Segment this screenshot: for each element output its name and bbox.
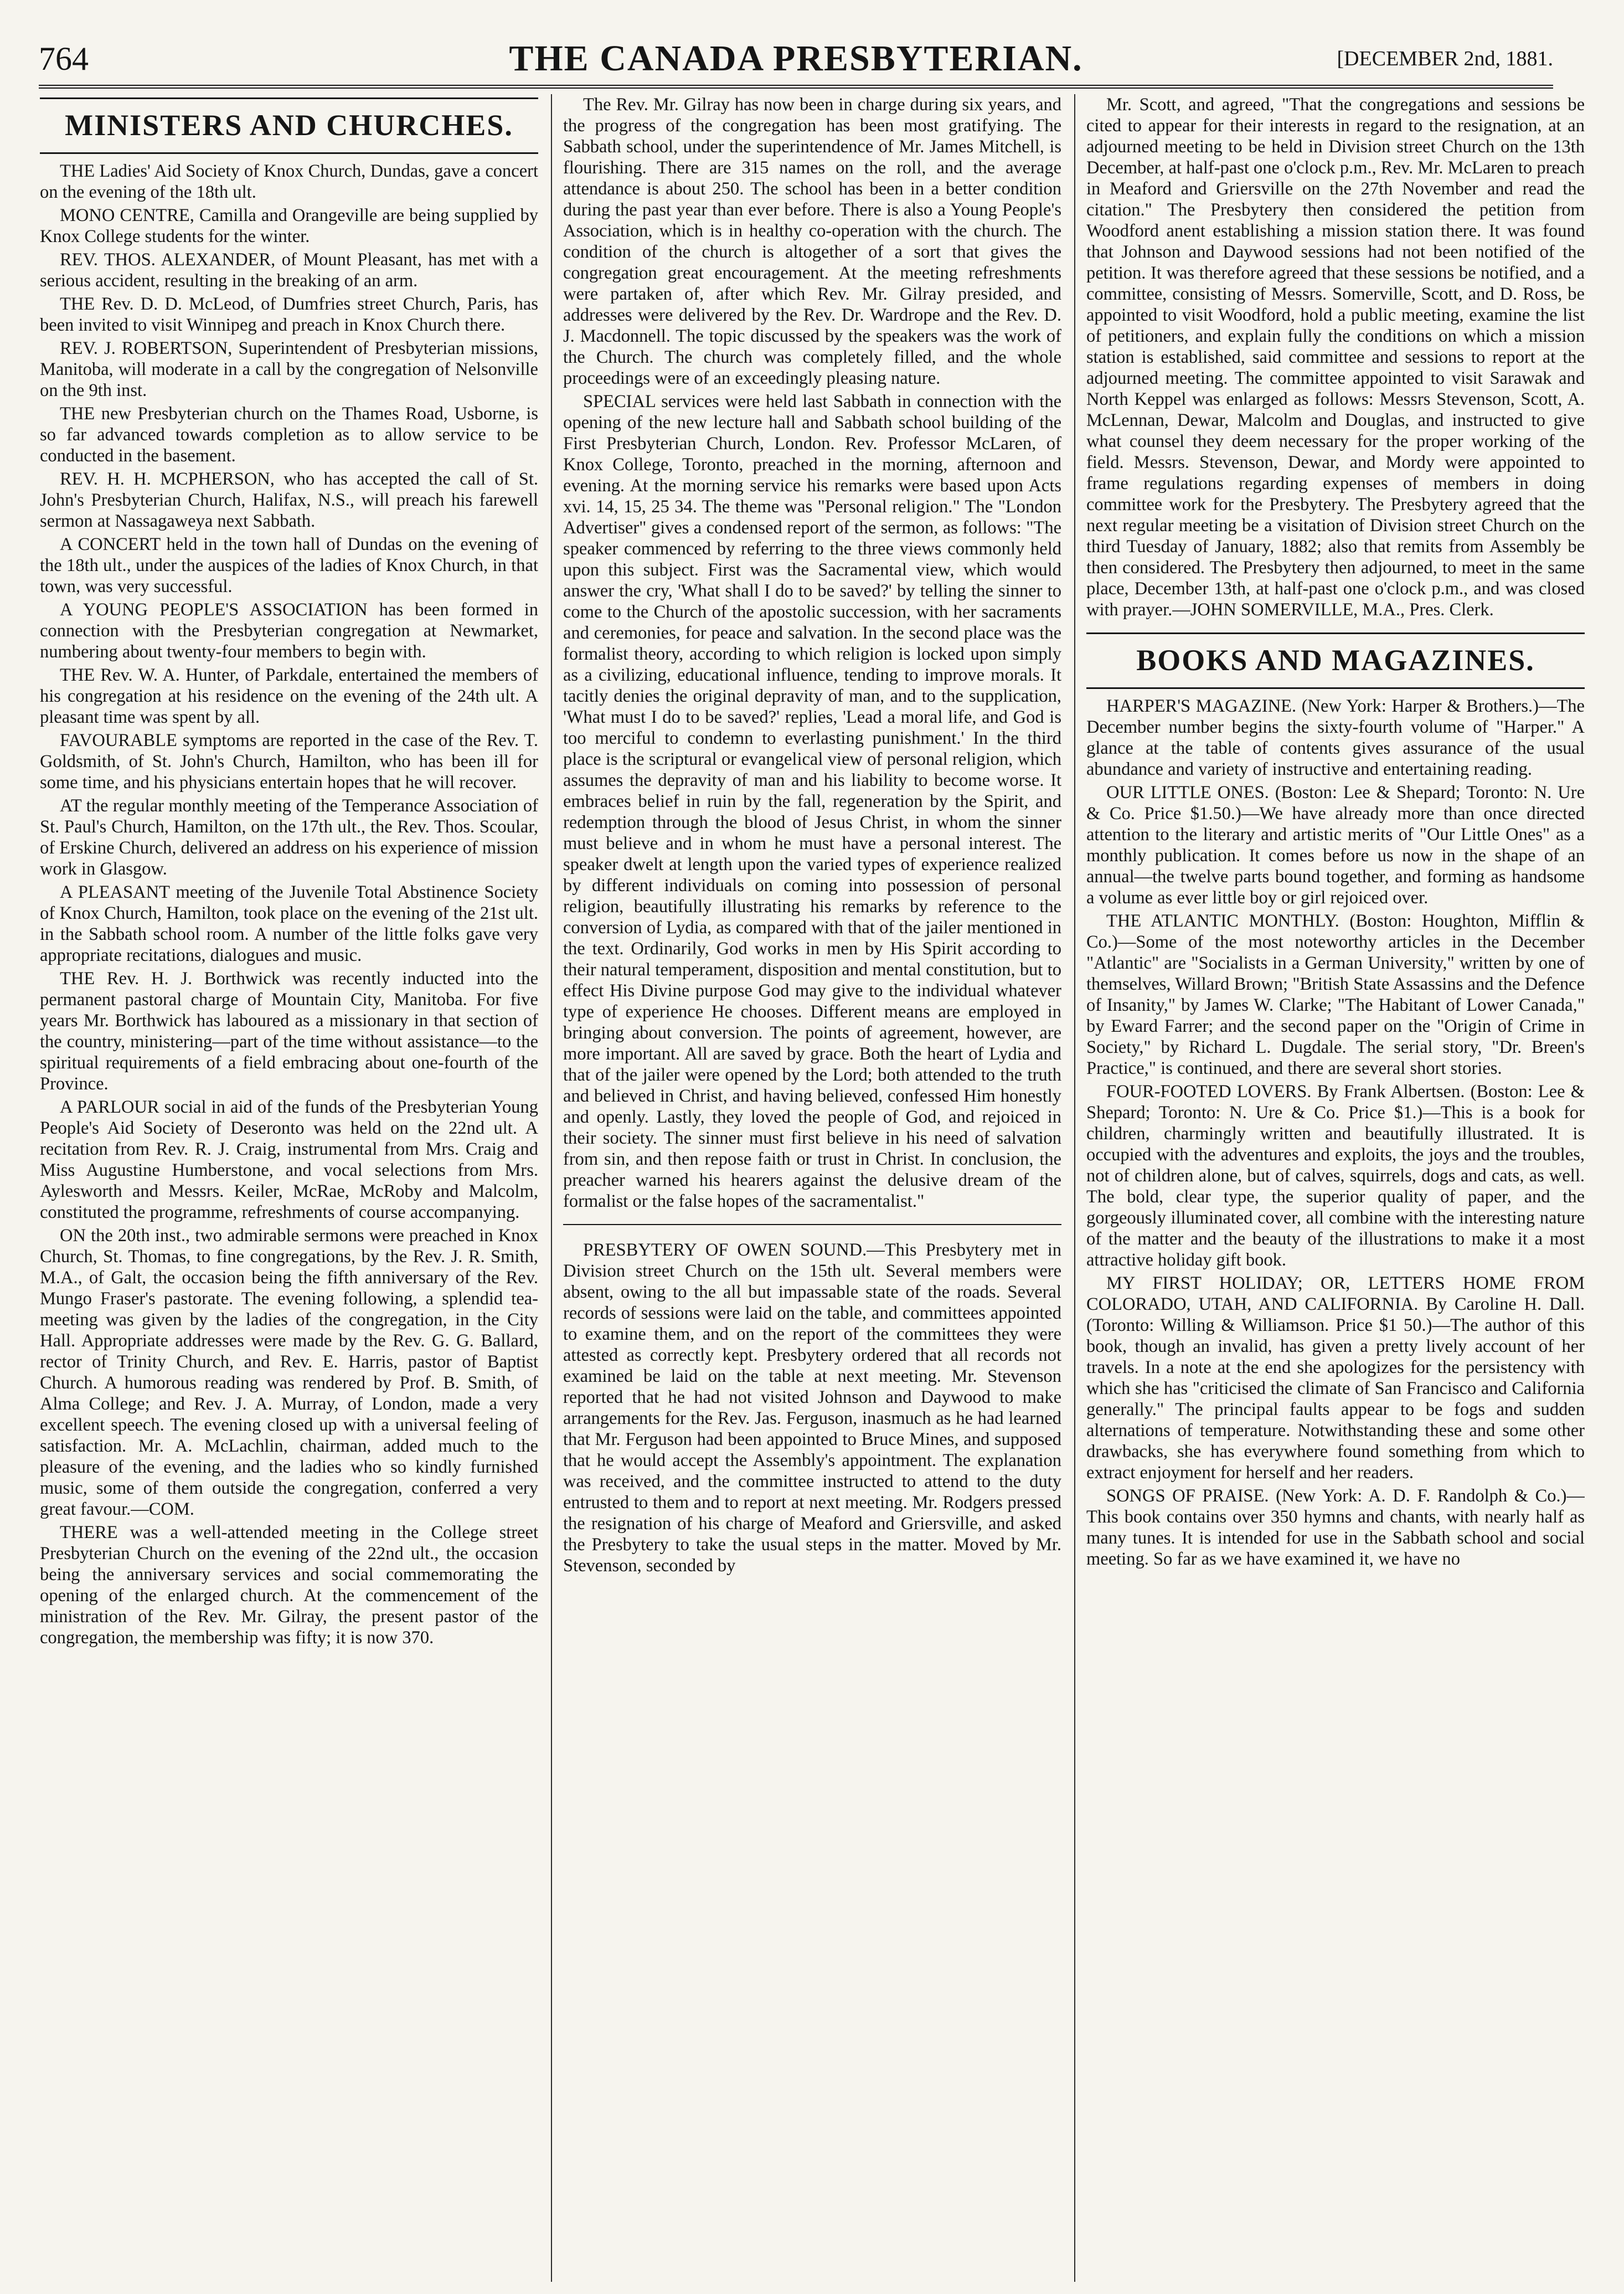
column-2 bbox=[563, 94, 1061, 2287]
paragraph: THE Ladies' Aid Society of Knox Church, Dundas, gave a concert on the evening of the 18th ult. bbox=[40, 161, 538, 202]
newspaper-title: THE CANADA PRESBYTERIAN. bbox=[509, 38, 1083, 79]
section-heading-ministers-and-churches: MINISTERS AND CHURCHES. bbox=[40, 97, 538, 154]
column-3 bbox=[1086, 94, 1585, 2287]
masthead bbox=[39, 32, 1553, 89]
column-rule bbox=[1074, 94, 1075, 2282]
paragraph: PRESBYTERY OF OWEN SOUND.—This Presbytery met in Division street Church on the 15th ult. Several members were absent, owing to the all but impassable state of the roads. Several records of sessions were laid on the table, and committees appointed to examine them, and on the report of the committees they were attested as correctly kept. Presbytery ordered that all records not examined be laid on the table at next meeting. Mr. Stevenson reported that he had not visited Johnson and Daywood to make arrangements for the Rev. Jas. Ferguson, inasmuch as he had learned that Mr. Ferguson had been appointed to Bruce Mines, and supposed that he would accept the Assembly's appointment. The explanation was received, and the committee instructed to attend to the duty entrusted to them and to report at next meeting. Mr. Rodgers pressed the resignation of his charge of Meaford and Griersville, and asked the Presbytery to take the usual steps in the matter. Moved by Mr. Stevenson, seconded by bbox=[563, 1240, 1061, 1576]
article-presbytery-of-owen-sound bbox=[563, 1239, 1061, 1576]
article-separator bbox=[563, 1224, 1061, 1225]
paragraph: HARPER'S MAGAZINE. (New York: Harper & Brothers.)—The December number begins the sixty-fourth volume of "Harper." A glance at the table of contents gives assurance of the usual abundance and variety of instructive and entertaining reading. bbox=[1086, 696, 1585, 779]
spacer bbox=[1086, 623, 1585, 632]
column-rule bbox=[551, 94, 552, 2282]
paragraph: REV. J. ROBERTSON, Superintendent of Presbyterian missions, Manitoba, will moderate in a call by the congregation of Nelsonville on the 9th inst. bbox=[40, 338, 538, 400]
page-number: 764 bbox=[39, 40, 89, 77]
paragraph: THERE was a well-attended meeting in the College street Presbyterian Church on the evening of the 22nd ult., the occasion being the anniversary services and social commemorating the opening of the enlarged church. At the commencement of the ministration of the Rev. Mr. Gilray, the present pastor of the congregation, the membership was fifty; it is now 370. bbox=[40, 1523, 538, 1648]
paragraph: MY FIRST HOLIDAY; OR, LETTERS HOME FROM COLORADO, UTAH, AND CALIFORNIA. By Caroline H. Dall. (Toronto: Willing & Williamson. Price $1 50.)—The author of this book, though an invalid, has given a pretty lively account of her travels. In a note at the end she apologizes for the persistency with which she has "criticised the climate of San Francisco and California generally." The principal faults appear to be fogs and sudden alternations of temperature. Notwithstanding these and some other drawbacks, she has everywhere found something from which to extract enjoyment for herself and her readers. bbox=[1086, 1273, 1585, 1483]
issue-date: [DECEMBER 2nd, 1881. bbox=[1337, 47, 1553, 70]
paragraph: THE Rev. H. J. Borthwick was recently inducted into the permanent pastoral charge of Mountain City, Manitoba. For five years Mr. Borthwick has laboured as a missionary in that section of the country, ministering—part of the time without assistance—to the spiritual requirements of a field embracing about one-fourth of the Province. bbox=[40, 969, 538, 1094]
paragraph: A PARLOUR social in aid of the funds of the Presbyterian Young People's Aid Society of Deseronto was held on the 22nd ult. A recitation from Rev. R. J. Craig, instrumental from Mrs. Craig and Miss Augustine Humberstone, and vocal selections from Mrs. Aylesworth and Messrs. Keiler, McRae, McRoby and Malcolm, constituted the programme, refreshments of course accompanying. bbox=[40, 1097, 538, 1222]
paragraph: THE ATLANTIC MONTHLY. (Boston: Houghton, Mifflin & Co.)—Some of the most noteworthy articles in the December "Atlantic" are "Socialists in a German University," written by one of themselves, Willard Brown; "British State Assassins and the Defence of Insanity," by James W. Clarke; "The Habitant of Lower Canada," by Eward Farrer; and the second paper on the "Origin of Crime in Society," by Richard L. Dugdale. The serial story, "Dr. Breen's Practice," is continued, and there are several short stories. bbox=[1086, 911, 1585, 1078]
section-books-and-magazines bbox=[1086, 696, 1585, 1570]
section-ministers-and-churches bbox=[40, 161, 538, 1648]
paragraph: MONO CENTRE, Camilla and Orangeville are being supplied by Knox College students for the winter. bbox=[40, 205, 538, 246]
paragraph: A YOUNG PEOPLE'S ASSOCIATION has been formed in connection with the Presbyterian congregation at Newmarket, numbering about twenty-four members to begin with. bbox=[40, 600, 538, 662]
paragraph: FOUR-FOOTED LOVERS. By Frank Albertsen. (Boston: Lee & Shepard; Toronto: N. Ure & Co. Price $1.)—This is a book for children, charmingly written and beautifully illustrated. It is occupied with the adventures and exploits, the joys and the troubles, not of children alone, but of calves, squirrels, dogs and cats, as well. The bold, clear type, the superior quality of paper, and the gorgeously illuminated cover, all combine with the interesting nature of the matter and the beauty of the illustrations to make it a most attractive holiday gift book. bbox=[1086, 1082, 1585, 1270]
paragraph: REV. H. H. MCPHERSON, who has accepted the call of St. John's Presbyterian Church, Halifax, N.S., will preach his farewell sermon at Nassagaweya next Sabbath. bbox=[40, 469, 538, 531]
paragraph: Mr. Scott, and agreed, "That the congregations and sessions be cited to appear for their interests in regard to the resignation, at an adjourned meeting to be held in Division street Church on the 13th December, at half-past one o'clock p.m., Rev. Mr. McLaren to preach in Meaford and Griersville on the 27th November and read the citation." The Presbytery then considered the petition from Woodford anent establishing a mission station there. It was found that Johnson and Daywood sessions had not been notified of the petition. It was therefore agreed that these sessions be notified, and a committee, consisting of Messrs. Somerville, Scott, and D. Ross, be appointed to visit Woodford, hold a public meeting, examine the list of petitioners, and explain fully the conditions on which a mission station is established, said committee and sessions to report at the adjourned meeting. The committee appointed to visit Sarawak and North Keppel was enlarged as follows: Messrs Stevenson, Scott, A. McLennan, Dewar, Malcolm and Douglas, and instructed to give what counsel they deem necessary for the proper working of the field. Messrs. Stevenson, Dewar, and Mordy were appointed to frame regulations regarding expenses of members in doing committee work for the Presbytery. The Presbytery agreed that the next regular meeting be a visitation of Division street Church on the third Tuesday of January, 1882; also that remits from Assembly be then considered. The Presbytery then adjourned, to meet in the same place, December 13th, at half-past one o'clock p.m., and was closed with prayer.—JOHN SOMERVILLE, M.A., Pres. Clerk. bbox=[1086, 95, 1585, 620]
paragraph: SONGS OF PRAISE. (New York: A. D. F. Randolph & Co.)—This book contains over 350 hymns and chants, with nearly half as many tunes. It is intended for use in the Sabbath school and social meeting. So far as we have examined it, we have no bbox=[1086, 1486, 1585, 1569]
paragraph: THE Rev. D. D. McLeod, of Dumfries street Church, Paris, has been invited to visit Winnipeg and preach in Knox Church there. bbox=[40, 294, 538, 335]
paragraph: The Rev. Mr. Gilray has now been in charge during six years, and the progress of the congregation has been most gratifying. The Sabbath school, under the superintendence of Mr. James Mitchell, is flourishing. There are 315 names on the roll, and the average attendance is about 250. The school has been in a better condition during the past year than ever before. There is also a Young People's Association, which is in healthy co-operation with the church. The condition of the church is altogether of a sort that gives the congregation great encouragement. At the meeting refreshments were partaken of, after which Rev. Mr. Gilray presided, and addresses were delivered by the Rev. Dr. Wardrope and the Rev. D. J. Macdonnell. The topic discussed by the speakers was the work of the Church. The church was completely filled, and the whole proceedings were of an exceedingly pleasing nature. bbox=[563, 95, 1061, 388]
paragraph: REV. THOS. ALEXANDER, of Mount Pleasant, has met with a serious accident, resulting in the breaking of an arm. bbox=[40, 250, 538, 291]
paragraph: THE new Presbyterian church on the Thames Road, Usborne, is so far advanced towards completion as to allow service to be conducted in the basement. bbox=[40, 404, 538, 466]
paragraph: OUR LITTLE ONES. (Boston: Lee & Shepard; Toronto: N. Ure & Co. Price $1.50.)—We have already more than once directed attention to the literary and artistic merits of "Our Little Ones" as a monthly publication. It comes before us now in the shape of an annual—the twelve parts bound together, and forming as handsome a volume as ever little boy or girl rejoiced over. bbox=[1086, 783, 1585, 908]
paragraph: SPECIAL services were held last Sabbath in connection with the opening of the new lecture hall and Sabbath school building of the First Presbyterian Church, London. Rev. Professor McLaren, of Knox College, Toronto, preached in the morning, afternoon and evening. At the morning service his remarks were based upon Acts xvi. 14, 15, 25 34. The theme was "Personal religion." The "London Advertiser" gives a condensed report of the sermon, as follows: "The speaker commenced by referring to the three views commonly held upon this subject. First was the Sacramental view, which would answer the cry, 'What shall I do to be saved?' by telling the sinner to come to the Church of the apostolic succession, with her sacraments and ceremonies, for peace and salvation. In the second place was the formalist theory, according to which religion is locked upon simply as a civilizing, educational influence, tending to improve morals. It tacitly denies the original depravity of man, and to the supplication, 'What must I do to be saved?' replies, 'Lead a moral life, and God is too merciful to condemn to everlasting punishment.' In the third place is the scriptural or evangelical view of personal religion, which assumes the depravity of man and his liability to become worse. It embraces belief in ruin by the fall, regeneration by the Spirit, and redemption through the blood of Jesus Christ, in whom the sinner must believe and in whom he must have a personal interest. The speaker dwelt at length upon the varied types of experience realized by different individuals on coming into possession of personal religion, beautifully illustrating his remarks by reference to the conversion of Lydia, as compared with that of the jailer mentioned in the text. Ordinarily, God works in men by His Spirit according to their natural temperament, disposition and mental constitution, but to effect His Divine purpose God may give to the individual whatever type of experience He chooses. Different means are employed in bringing about conversion. The points of agreement, however, are more important. All are saved by grace. Both the heart of Lydia and that of the jailer were opened by the Lord; both attended to the truth and believed in Christ, and having believed, confessed Him honestly and openly. Lastly, they loved the people of God, and rejoiced in their society. The sinner must first believe in his need of salvation from sin, and then repose faith or trust in Christ. In conclusion, the preacher warned his hearers against the delusive dream of the formalist or the false hopes of the sacramentalist." bbox=[563, 392, 1061, 1211]
article-presbytery-continued bbox=[1086, 94, 1585, 620]
paragraph: A CONCERT held in the town hall of Dundas on the evening of the 18th ult., under the auspices of the ladies of Knox Church, in that town, was very successful. bbox=[40, 534, 538, 596]
column-1 bbox=[40, 94, 538, 2287]
paragraph: ON the 20th inst., two admirable sermons were preached in Knox Church, St. Thomas, to fine congregations, by the Rev. J. R. Smith, M.A., of Galt, the occasion being the fifth anniversary of the Rev. Mungo Fraser's pastorate. The evening following, a splendid tea-meeting was given by the ladies of the congregation, in the City Hall. Appropriate addresses were made by the Rev. G. G. Ballard, rector of Trinity Church, and Rev. E. Harris, pastor of Baptist Church. A humorous reading was rendered by Prof. B. Smith, of Alma College; and Rev. J. A. Murray, of London, made a very excellent speech. The evening closed up with a universal feeling of satisfaction. Mr. A. McLachlin, chairman, added much to the pleasure of the evening, and the ladies who so kindly furnished music, some of them outside the congregation, conferred a very great favour.—COM. bbox=[40, 1226, 538, 1519]
section-heading-books-and-magazines: BOOKS AND MAGAZINES. bbox=[1086, 632, 1585, 689]
article-gilray-and-special-services bbox=[563, 94, 1061, 1212]
paragraph: A PLEASANT meeting of the Juvenile Total Abstinence Society of Knox Church, Hamilton, took place on the evening of the 21st ult. in the Sabbath school room. A number of the little folks gave very appropriate recitations, dialogues and music. bbox=[40, 882, 538, 965]
paragraph: AT the regular monthly meeting of the Temperance Association of St. Paul's Church, Hamilton, on the 17th ult., the Rev. Thos. Scoular, of Erskine Church, delivered an address on his experience of mission work in Glasgow. bbox=[40, 796, 538, 879]
paragraph: FAVOURABLE symptoms are reported in the case of the Rev. T. Goldsmith, of St. John's Church, Hamilton, who has been ill for some time, and his physicians entertain hopes that he will recover. bbox=[40, 731, 538, 793]
paragraph: THE Rev. W. A. Hunter, of Parkdale, entertained the members of his congregation at his residence on the evening of the 24th ult. A pleasant time was spent by all. bbox=[40, 665, 538, 727]
